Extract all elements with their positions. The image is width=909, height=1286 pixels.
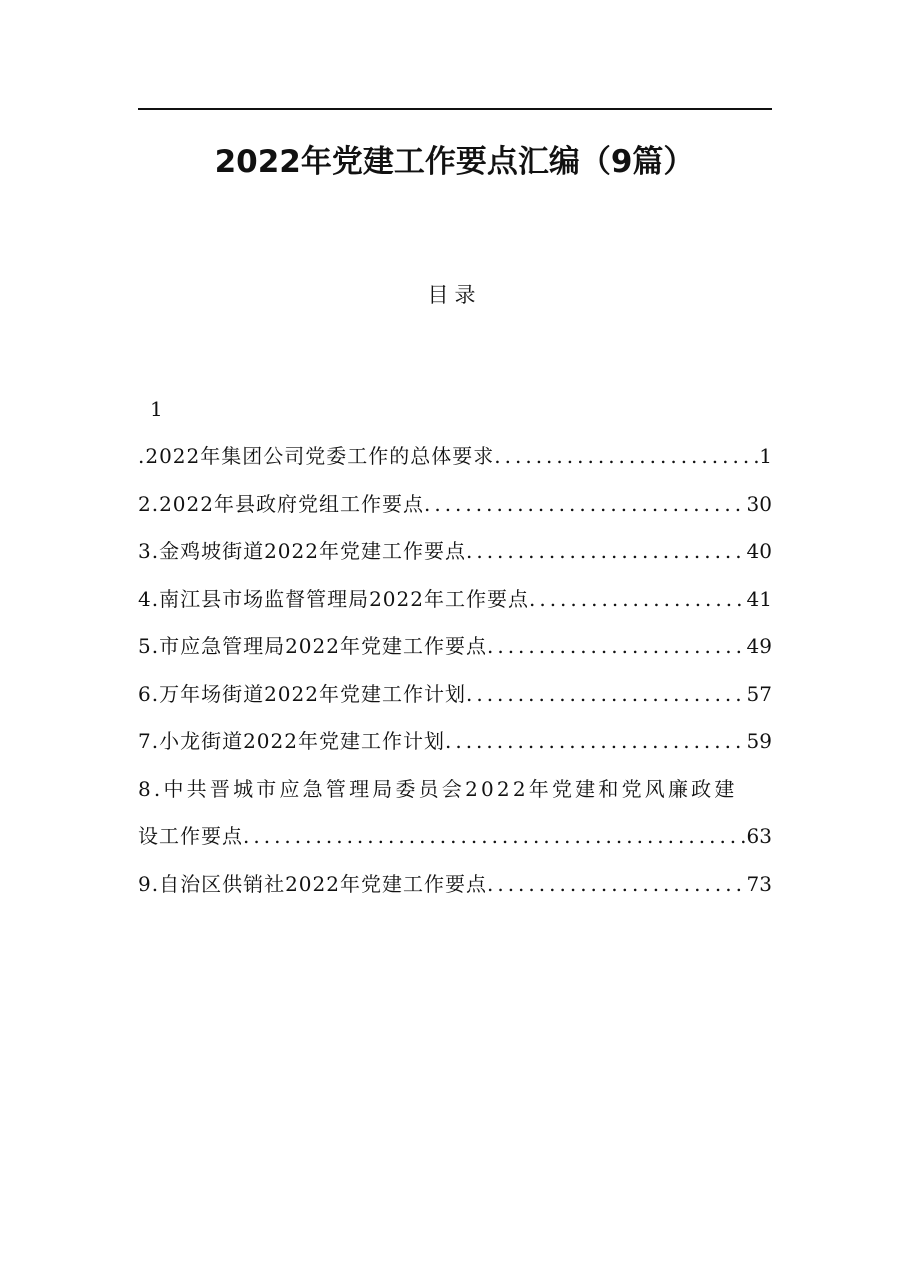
toc-heading: 目录 — [427, 283, 482, 307]
toc-number-fragment: 1 — [150, 397, 163, 421]
toc-dot-leader — [466, 676, 747, 712]
toc-entry[interactable] — [138, 628, 772, 676]
toc-entry[interactable] — [138, 581, 772, 629]
toc-entry[interactable] — [138, 676, 772, 724]
table-of-contents — [138, 438, 772, 913]
toc-dot-leader — [424, 486, 747, 522]
toc-entry-title: 5.市应急管理局2022年党建工作要点 — [138, 634, 487, 658]
toc-entry-title: .2022年集团公司党委工作的总体要求 — [138, 444, 495, 468]
toc-entry-title: 2.2022年县政府党组工作要点 — [138, 491, 424, 516]
header-rule — [138, 108, 772, 110]
toc-entry[interactable] — [138, 866, 772, 914]
toc-dot-leader — [445, 723, 747, 759]
toc-entry-title: 4.南江县市场监督管理局2022年工作要点 — [138, 586, 529, 611]
toc-dot-leader — [466, 533, 747, 569]
document-title: 2022年党建工作要点汇编（9篇） — [214, 144, 695, 180]
toc-entry-page: 1 — [759, 444, 772, 468]
toc-entry-page: 63 — [746, 824, 772, 848]
toc-entry[interactable] — [138, 723, 772, 771]
toc-entry-title: 3.金鸡坡街道2022年党建工作要点 — [138, 539, 466, 563]
toc-entry-page: 73 — [746, 871, 772, 896]
toc-entry-title: 6.万年场街道2022年党建工作计划 — [138, 681, 466, 706]
toc-entry-page: 59 — [746, 729, 772, 753]
toc-entry-8-line-1[interactable]: 8.中共晋城市应急管理局委员会2022年党建和党风廉政建 — [138, 776, 738, 801]
toc-entry-page: 30 — [746, 491, 772, 516]
toc-entry[interactable] — [138, 486, 772, 534]
toc-entry-title: 7.小龙街道2022年党建工作计划 — [138, 729, 445, 753]
toc-entry-page: 57 — [746, 681, 772, 706]
toc-entry[interactable] — [138, 818, 772, 866]
toc-entry-title: 设工作要点 — [138, 824, 243, 848]
toc-dot-leader — [487, 628, 747, 664]
toc-dot-leader — [494, 438, 759, 474]
toc-entry-page: 40 — [746, 539, 772, 563]
toc-entry-title: 9.自治区供销社2022年党建工作要点 — [138, 871, 487, 896]
toc-entry[interactable] — [138, 438, 772, 486]
toc-entry-page: 41 — [746, 586, 772, 611]
toc-entry[interactable] — [138, 533, 772, 581]
toc-dot-leader — [487, 866, 747, 902]
toc-dot-leader — [243, 818, 747, 854]
toc-entry-page: 49 — [746, 634, 772, 658]
toc-dot-leader — [529, 581, 747, 617]
